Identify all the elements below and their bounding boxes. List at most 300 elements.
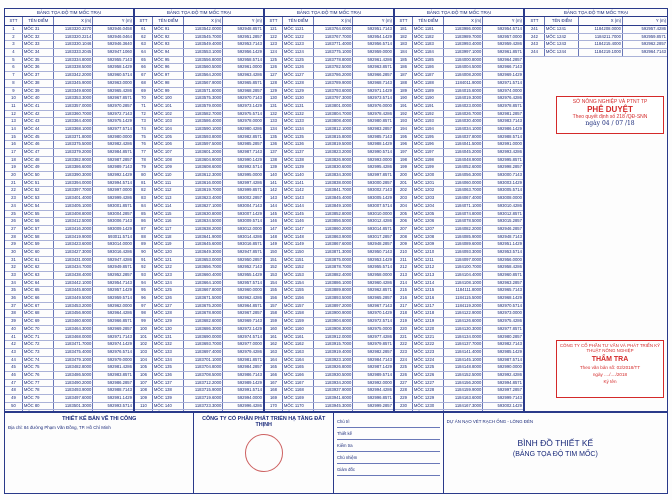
table-cell: 1184219.1000 [579, 49, 623, 56]
table-cell: MỐC 108 [153, 157, 184, 164]
table-row [5, 126, 133, 134]
table-cell: 1183856.5000 [314, 218, 354, 225]
table-cell: 62 [135, 34, 153, 41]
table-cell: MỐC 1196 [413, 141, 444, 148]
table-cell: MỐC 1136 [283, 141, 314, 148]
table-cell: 592975.4286 [497, 318, 522, 324]
table-cell: 106 [135, 372, 153, 379]
table-cell: 1183368.1000 [54, 126, 94, 133]
table-cell: 1183501.3000 [54, 403, 94, 410]
table-cell: 40 [5, 326, 23, 333]
table-cell: 1183712.2000 [184, 380, 224, 387]
table-row [265, 234, 393, 242]
table-row [265, 57, 393, 65]
table-cell: 1183675.2000 [184, 303, 224, 310]
table-cell: 3 [5, 41, 23, 48]
table-row [265, 226, 393, 234]
table-cell: 592984.2857 [237, 364, 262, 370]
table-cell: 593001.8571 [107, 202, 132, 208]
table-cell: 1183345.9000 [54, 80, 94, 87]
table-cell: MỐC 100 [153, 95, 184, 102]
table-cell: 1183878.7000 [314, 264, 354, 271]
table-cell: 22 [5, 187, 23, 194]
table-cell: MỐC 102 [153, 111, 184, 118]
table-cell: 93 [135, 272, 153, 279]
table-cell: MỐC 1126 [283, 64, 314, 71]
table-cell: 592987.5714 [497, 356, 522, 362]
table-row [5, 164, 133, 172]
table-title: BẢNG TỌA ĐỘ TIM MỐC TRẠI [265, 9, 393, 17]
table-cell: 592959.5714 [107, 295, 132, 301]
table-cell: MỐC 1215 [413, 287, 444, 294]
table-header [5, 17, 133, 26]
table-cell: 592998.2857 [497, 164, 522, 170]
table-cell: 592957.1429 [107, 287, 132, 293]
table-cell: 1183408.8000 [54, 211, 94, 218]
table-cell: 1183542.0000 [184, 26, 224, 33]
table-cell: MỐC 69 [23, 318, 54, 325]
column-header: STT [525, 17, 545, 25]
table-cell: 1183808.4000 [314, 118, 354, 125]
table-cell: 7 [5, 72, 23, 79]
table-cell: 592979.0000 [107, 356, 132, 362]
table-cell: 592962.2857 [641, 41, 666, 47]
table-row [395, 249, 523, 257]
table-cell: 592987.1429 [367, 364, 392, 370]
table-cell: 593004.2857 [107, 210, 132, 216]
table-cell: 122 [265, 34, 283, 41]
table-cell: 1183464.3000 [54, 326, 94, 333]
company-seal [245, 434, 283, 472]
table-cell: MỐC 101 [153, 103, 184, 110]
table-cell: 70 [135, 95, 153, 102]
table-cell: 592991.1429 [107, 395, 132, 400]
table-cell: 592976.5714 [107, 348, 132, 354]
approval-stamp-title: PHÊ DUYỆT [587, 105, 633, 114]
table-cell: 230 [395, 403, 413, 410]
table-cell: MỐC 71 [23, 334, 54, 341]
drawing-title-cell [444, 413, 667, 493]
table-row [5, 234, 133, 242]
table-cell: 26 [5, 218, 23, 225]
table-cell: 1183701.1000 [184, 357, 224, 364]
table-cell: 211 [395, 257, 413, 264]
approval-stamp-line1: SỞ NÔNG NGHIỆP VÀ PTNT TP [572, 99, 648, 105]
table-cell: 592958.1429 [107, 64, 132, 70]
table-cell: 21 [5, 180, 23, 187]
table-cell: 1184019.3000 [444, 95, 484, 102]
table-row [5, 88, 133, 96]
table-cell: MỐC 1202 [413, 187, 444, 194]
table-cell: 592968.1429 [497, 295, 522, 301]
table-cell: 1184152.5000 [444, 372, 484, 379]
table-cell: MỐC 1142 [283, 187, 314, 194]
table-row [5, 103, 133, 111]
table-cell: 592993.4286 [497, 149, 522, 154]
table-row [135, 280, 263, 288]
table-cell: MỐC 131 [153, 334, 184, 341]
table-cell: MỐC 1242 [545, 34, 579, 41]
table-row [5, 334, 133, 342]
table-cell: 592966.8571 [107, 318, 132, 324]
table-cell: MỐC 1221 [413, 334, 444, 341]
table-cell: 592990.0000 [497, 364, 522, 370]
table-cell: MỐC 95 [153, 57, 184, 64]
table-row [395, 80, 523, 88]
table-cell: 1183926.8000 [314, 364, 354, 371]
table-row [5, 141, 133, 149]
table-cell: 1183986.0000 [444, 26, 484, 33]
table-cell: MỐC 45 [23, 134, 54, 141]
table-row [135, 172, 263, 180]
table-cell: MỐC 1157 [283, 303, 314, 310]
table-cell: 227 [395, 380, 413, 387]
table-cell: 593007.1429 [237, 210, 262, 216]
table-cell: 1183397.7000 [54, 187, 94, 194]
table-row [395, 264, 523, 272]
approval-stamp-decision: Theo quyết định số 218 /QĐ-SNN [572, 114, 648, 120]
table-cell: 1183553.1000 [184, 49, 224, 56]
table-cell: MỐC 1208 [413, 234, 444, 241]
table-cell: 1183449.5000 [54, 295, 94, 302]
table-cell: MỐC 42 [23, 111, 54, 118]
table-row [395, 357, 523, 365]
table-cell: 592962.8571 [367, 287, 392, 293]
column-header: X (m) [579, 17, 623, 25]
table-row [135, 318, 263, 326]
table-cell: 141 [265, 180, 283, 187]
table-cell: 1184074.8000 [444, 211, 484, 218]
table-row [5, 80, 133, 88]
table-cell: 592953.5714 [497, 248, 522, 254]
table-cell: 68 [135, 80, 153, 87]
table-row [395, 364, 523, 372]
table-cell: 1183330.1046 [54, 41, 94, 48]
table-cell: 1183604.9000 [184, 157, 224, 164]
table-cell: 1183453.2000 [54, 303, 94, 310]
table-cell: 202 [395, 187, 413, 194]
table-cell: 592971.7143 [107, 333, 132, 339]
table-cell: 593007.5714 [367, 202, 392, 208]
table-cell: MỐC 1181 [413, 26, 444, 33]
table-cell: 61 [135, 26, 153, 33]
table-cell: MỐC 79 [23, 395, 54, 402]
table-cell: 592970.1429 [367, 310, 392, 316]
table-cell: 592975.5714 [237, 110, 262, 116]
table-cell: 1183830.6000 [314, 164, 354, 171]
table-cell: MỐC 1123 [283, 41, 314, 48]
table-cell: MỐC 1188 [413, 80, 444, 87]
table-cell: 138 [265, 157, 283, 164]
table-row [135, 180, 263, 188]
table-cell: 1183871.3000 [314, 249, 354, 256]
table-row [5, 157, 133, 165]
table-cell: 1183686.3000 [184, 326, 224, 333]
table-cell: 592996.4286 [237, 402, 262, 408]
table-row [135, 257, 263, 265]
coordinate-table [134, 8, 264, 412]
table-cell: MỐC 1148 [283, 234, 314, 241]
table-cell: 592978.8571 [497, 102, 522, 108]
table-cell: MỐC 1227 [413, 380, 444, 387]
table-cell: 1184026.7000 [444, 111, 484, 118]
table-row [135, 272, 263, 280]
table-row [395, 211, 523, 219]
column-header: Y (m) [121, 18, 132, 23]
table-cell: MỐC 137 [153, 380, 184, 387]
table-cell: 162 [265, 341, 283, 348]
table-cell: MỐC 1211 [413, 257, 444, 264]
table-cell: 126 [265, 64, 283, 71]
table-cell: 215 [395, 287, 413, 294]
table-cell: MỐC 1135 [283, 134, 314, 141]
table-cell: 184 [395, 49, 413, 56]
column-header: X (m) [184, 17, 224, 25]
table-cell: 210 [395, 249, 413, 256]
table-cell: 1183571.6000 [184, 88, 224, 95]
table-row [395, 349, 523, 357]
table-cell: 137 [265, 149, 283, 156]
table-cell: 592972.5714 [367, 318, 392, 324]
table-cell: 1183419.9000 [54, 234, 94, 241]
table-row [5, 357, 133, 365]
table-row [5, 72, 133, 80]
table-cell: 149 [265, 241, 283, 248]
table-cell: MỐC 1144 [283, 203, 314, 210]
review-stamp [556, 340, 664, 398]
table-cell: 592972.1429 [237, 325, 262, 331]
table-cell: 164 [265, 357, 283, 364]
table-cell: 592981.4286 [107, 364, 132, 370]
table-cell: 592951.1429 [497, 241, 522, 247]
table-cell: 592989.1429 [237, 379, 262, 385]
column-header: Y (m) [655, 18, 666, 23]
table-cell: MỐC 1203 [413, 195, 444, 202]
table-cell: 1183823.2000 [314, 149, 354, 156]
table-cell: 1184100.7000 [444, 264, 484, 271]
table-cell: MỐC 124 [153, 280, 184, 287]
table-cell: 592995.4286 [367, 164, 392, 170]
table-cell: 189 [395, 88, 413, 95]
table-cell: MỐC 135 [153, 364, 184, 371]
table-cell: 1183937.9000 [314, 387, 354, 394]
table-cell: 592948.8571 [237, 26, 262, 31]
table-row [395, 49, 523, 57]
table-cell: MỐC 58 [23, 234, 54, 241]
table-cell: 592986.1429 [497, 125, 522, 131]
table-cell: MỐC 114 [153, 203, 184, 210]
table-cell: 1183690.0000 [184, 334, 224, 341]
table-cell: 592963.0000 [107, 79, 132, 85]
table-cell: 1183993.4000 [444, 41, 484, 48]
table-cell: 161 [265, 334, 283, 341]
table-cell: MỐC 1194 [413, 126, 444, 133]
table-cell: MỐC 1218 [413, 310, 444, 317]
table-cell: 592982.8571 [237, 133, 262, 139]
table-cell: 1183775.1000 [314, 49, 354, 56]
table-cell: 592980.0000 [107, 133, 132, 139]
table-cell: 160 [265, 326, 283, 333]
table-cell: MỐC 76 [23, 372, 54, 379]
table-row [5, 149, 133, 157]
table-cell: 155 [265, 287, 283, 294]
table-cell: 244 [525, 49, 545, 56]
table-cell: 39 [5, 318, 23, 325]
table-cell: 592948.7143 [497, 233, 522, 239]
table-row [395, 118, 523, 126]
table-cell: MỐC 53 [23, 195, 54, 202]
designer-cell [5, 413, 194, 493]
table-cell: 592995.0000 [237, 172, 262, 178]
table-row [135, 88, 263, 96]
table-cell: 592993.0000 [367, 156, 392, 162]
table-cell: 157 [265, 303, 283, 310]
table-cell: 1183838.0000 [314, 180, 354, 187]
table-cell: 593005.1429 [367, 195, 392, 201]
table-cell: 1184093.3000 [444, 249, 484, 256]
table-cell: 593017.2857 [367, 233, 392, 239]
table-cell: 1184023.0000 [444, 103, 484, 110]
table-cell: 66 [135, 64, 153, 71]
table-cell: 592972.7143 [107, 110, 132, 116]
table-row [395, 303, 523, 311]
table-cell: 1184056.3000 [444, 172, 484, 179]
table-cell: 19 [5, 164, 23, 171]
table-cell: 592991.5714 [237, 387, 262, 393]
table-row [135, 364, 263, 372]
table-cell: MỐC 1161 [283, 334, 314, 341]
table-row [395, 88, 523, 96]
table-cell: 592970.5714 [497, 302, 522, 308]
table-cell: 592955.7143 [107, 56, 132, 62]
table-cell: 108 [135, 387, 153, 394]
table-cell: 593000.2857 [367, 179, 392, 185]
table-row [265, 211, 393, 219]
table-cell: 1183634.5000 [184, 218, 224, 225]
table-cell: MỐC 1217 [413, 303, 444, 310]
table-cell: MỐC 1165 [283, 364, 314, 371]
table-row [265, 372, 393, 380]
table-row [5, 95, 133, 103]
table-cell: 592994.4286 [367, 387, 392, 393]
table-cell: MỐC 1124 [283, 49, 314, 56]
table-cell: 1183412.5000 [54, 218, 94, 225]
table-cell: 107 [135, 380, 153, 387]
table-cell: 83 [135, 195, 153, 202]
company-cell [194, 413, 334, 493]
table-cell: 105 [135, 364, 153, 371]
table-cell: MỐC 1147 [283, 226, 314, 233]
table-cell: MỐC 1156 [283, 295, 314, 302]
table-row [265, 180, 393, 188]
table-cell: 592980.4286 [237, 125, 262, 131]
table-row [135, 95, 263, 103]
table-cell: MỐC 1145 [283, 211, 314, 218]
table-cell: MỐC 78 [23, 387, 54, 394]
table-cell: 592951.2857 [237, 33, 262, 39]
table-row [265, 172, 393, 180]
table-cell: 50 [5, 403, 23, 410]
review-stamp-company: CÔNG TY CỔ PHẦN TƯ VẤN VÀ PHÁT TRIỂN KỸ THUẬT NÔNG NGHIỆP [559, 343, 661, 353]
table-cell: 1183601.2000 [184, 149, 224, 156]
table-cell: 1184137.7000 [444, 341, 484, 348]
table-cell: 593008.0000 [497, 195, 522, 201]
table-cell: 1183656.7000 [184, 264, 224, 271]
table-row [525, 41, 667, 49]
signature-row: Thiết kế [337, 428, 440, 440]
table-cell: 170 [265, 403, 283, 410]
table-cell: 592982.2857 [367, 348, 392, 354]
table-cell: 1184156.2000 [444, 380, 484, 387]
table-cell: 1183579.0000 [184, 103, 224, 110]
table-cell: 5 [5, 57, 23, 64]
table-cell: 592964.2857 [497, 56, 522, 62]
table-cell: 46 [5, 372, 23, 379]
table-row [395, 234, 523, 242]
table-cell: 1183353.3000 [54, 95, 94, 102]
table-cell: 207 [395, 226, 413, 233]
table-row [265, 126, 393, 134]
table-cell: 1184089.6000 [444, 241, 484, 248]
table-cell: 592981.8571 [237, 356, 262, 362]
table-row [525, 49, 667, 57]
table-cell: 1184130.3000 [444, 326, 484, 333]
table-cell: MỐC 130 [153, 326, 184, 333]
table-row [5, 349, 133, 357]
table-cell: MỐC 1125 [283, 57, 314, 64]
table-cell: 1183423.6000 [54, 241, 94, 248]
table-cell: MỐC 1197 [413, 149, 444, 156]
table-row [265, 280, 393, 288]
table-header [395, 17, 523, 26]
table-cell: 45 [5, 364, 23, 371]
table-cell: MỐC 37 [23, 72, 54, 79]
table-cell: MỐC 1154 [283, 280, 314, 287]
column-header: STT [135, 17, 153, 25]
table-cell: 1183882.4000 [314, 272, 354, 279]
table-cell: 592994.5714 [107, 179, 132, 185]
column-header: Y (m) [511, 18, 522, 23]
table-row [5, 111, 133, 119]
table-row [395, 295, 523, 303]
table-cell: 1184060.0000 [444, 180, 484, 187]
table-cell: 11 [5, 103, 23, 110]
table-cell: 99 [135, 318, 153, 325]
table-row [135, 49, 263, 57]
table-cell: MỐC 113 [153, 195, 184, 202]
table-row [395, 149, 523, 157]
table-row [395, 141, 523, 149]
table-cell: MỐC 1163 [283, 349, 314, 356]
table-cell: 1183908.3000 [314, 326, 354, 333]
table-cell: 242 [525, 34, 545, 41]
table-cell: 133 [265, 118, 283, 125]
table-cell: MỐC 1220 [413, 326, 444, 333]
table-cell: 592975.0000 [367, 325, 392, 331]
table-row [135, 287, 263, 295]
table-cell: 593011.5714 [107, 233, 132, 239]
table-cell: MỐC 115 [153, 211, 184, 218]
table-cell: 1184104.4000 [444, 272, 484, 279]
table-cell: 94 [135, 280, 153, 287]
table-row [395, 64, 523, 72]
table-cell: 79 [135, 164, 153, 171]
table-cell: 228 [395, 387, 413, 394]
table-cell: MỐC 1153 [283, 272, 314, 279]
table-row [265, 349, 393, 357]
table-cell: 1183715.9000 [184, 387, 224, 394]
table-cell: 592956.5714 [367, 41, 392, 47]
